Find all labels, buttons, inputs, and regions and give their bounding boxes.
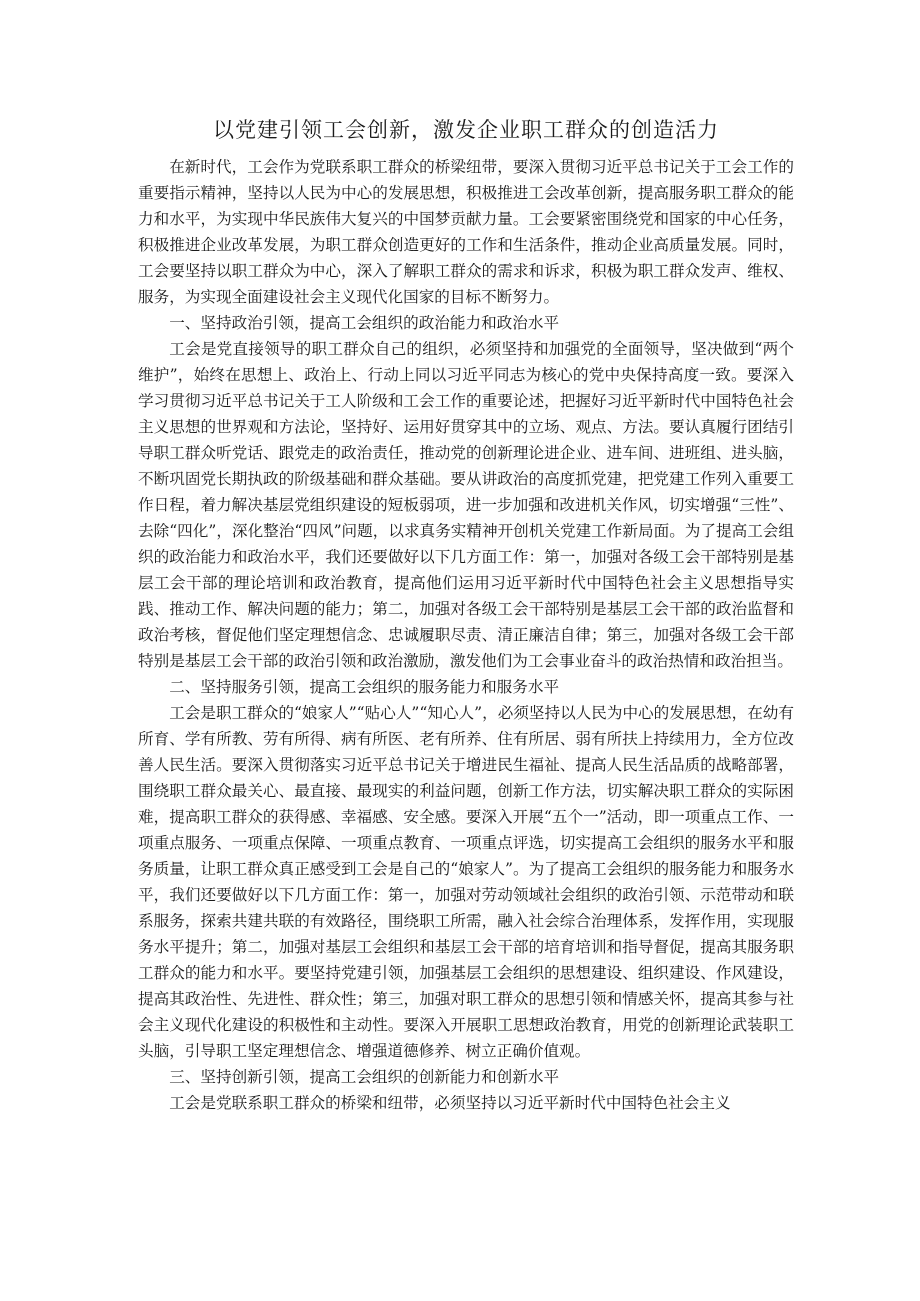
document-page — [138, 112, 794, 1116]
document-title: 以党建引领工会创新，激发企业职工群众的创造活力 — [213, 118, 719, 142]
section-3-body: 工会是党联系职工群众的桥梁和纽带，必须坚持以习近平新时代中国特色社会主义 — [169, 1094, 731, 1112]
intro-paragraph: 在新时代，工会作为党联系职工群众的桥梁纽带，要深入贯彻习近平总书记关于工会工作的重要指示精神，坚持以人民为中心的发展思想，积极推进工会改革创新，提高服务职工群众的能力和水平，为实现中华民族伟大复兴的中国梦贡献力量。工会要紧密围绕党和国家的中心任务，积极推进企业改革发展，为职工群众创造更好的工作和生活条件，推动企业高质量发展。同时，工会要坚持以职工群众为中心，深入了解职工群众的需求和诉求，积极为职工群众发声、维权、服务，为实现全面建设社会主义现代化国家的目标不断努力。 — [138, 158, 794, 306]
section-2-body: 工会是职工群众的“娘家人”“贴心人”“知心人”，必须坚持以人民为中心的发展思想，在幼有所育、学有所教、劳有所得、病有所医、老有所养、住有所居、弱有所扶上持续用力，全方位改善人民生活。要深入贯彻落实习近平总书记关于增进民生福祉、提高人民生活品质的战略部署，围绕职工群众最关心、最直接、最现实的利益问题，创新工作方法，切实解决职工群众的实际困难，提高职工群众的获得感、幸福感、安全感。要深入开展“五个一”活动，即一项重点工作、一项重点服务、一项重点保障、一项重点教育、一项重点评选，切实提高工会组织的服务水平和服务质量，让职工群众真正感受到工会是自己的“娘家人”。为了提高工会组织的服务能力和服务水平，我们还要做好以下几方面工作：第一，加强对劳动领域社会组织的政治引领、示范带动和联系服务，探索共建共联的有效路径，围绕职工所需，融入社会综合治理体系，发挥作用，实现服务水平提升；第二，加强对基层工会组织和基层工会干部的培育培训和指导督促，提高其服务职工群众的能力和水平。要坚持党建引领，加强基层工会组织的思想建设、组织建设、作风建设，提高其政治性、先进性、群众性；第三，加强对职工群众的思想引领和情感关怀，提高其参与社会主义现代化建设的积极性和主动性。要深入开展职工思想政治教育，用党的创新理论武装职工头脑，引导职工坚定理想信念、增强道德修养、树立正确价值观。 — [138, 704, 794, 1060]
section-2-heading: 二、坚持服务引领，提高工会组织的服务能力和服务水平 — [169, 678, 560, 696]
section-1-heading: 一、坚持政治引领，提高工会组织的政治能力和政治水平 — [169, 314, 560, 332]
section-1-body: 工会是党直接领导的职工群众自己的组织，必须坚持和加强党的全面领导，坚决做到“两个维护”，始终在思想上、政治上、行动上同以习近平同志为核心的党中央保持高度一致。要深入学习贯彻习近平总书记关于工人阶级和工会工作的重要论述，把握好习近平新时代中国特色社会主义思想的世界观和方法论，坚持好、运用好贯穿其中的立场、观点、方法。要认真履行团结引导职工群众听党话、跟党走的政治责任，推动党的创新理论进企业、进车间、进班组、进头脑，不断巩固党长期执政的阶级基础和群众基础。要从讲政治的高度抓党建，把党建工作列入重要工作日程，着力解决基层党组织建设的短板弱项，进一步加强和改进机关作风，切实增强“三性”、去除“四化”，深化整治“四风”问题，以求真务实精神开创机关党建工作新局面。为了提高工会组织的政治能力和政治水平，我们还要做好以下几方面工作：第一，加强对各级工会干部特别是基层工会干部的理论培训和政治教育，提高他们运用习近平新时代中国特色社会主义思想指导实践、推动工作、解决问题的能力；第二，加强对各级工会干部特别是基层工会干部的政治监督和政治考核，督促他们坚定理想信念、忠诚履职尽责、清正廉洁自律；第三，加强对各级工会干部特别是基层工会干部的政治引领和政治激励，激发他们为工会事业奋斗的政治热情和政治担当。 — [138, 340, 794, 670]
section-3-heading: 三、坚持创新引领，提高工会组织的创新能力和创新水平 — [169, 1068, 560, 1086]
